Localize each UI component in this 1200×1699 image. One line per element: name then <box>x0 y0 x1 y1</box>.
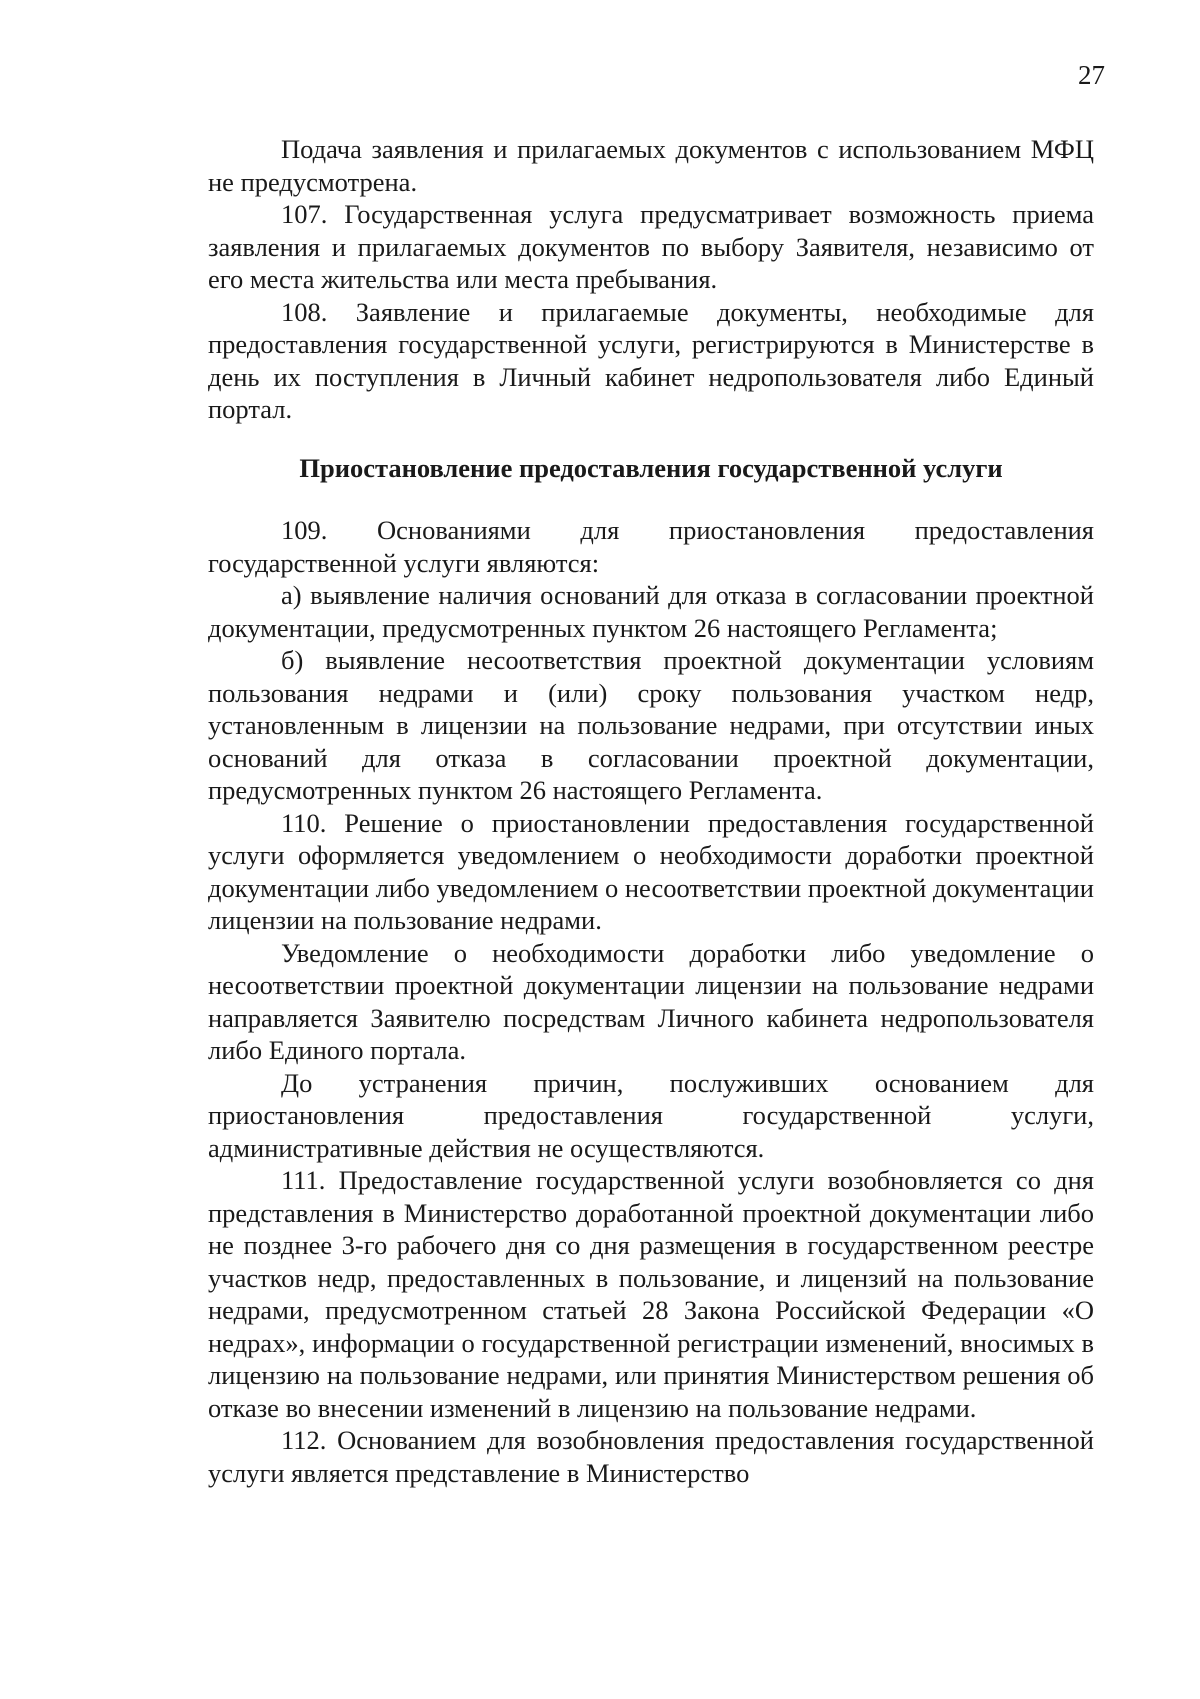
paragraph: 107. Государственная услуга предусматривает возможность приема заявления и прилагаемых документов по выбору Заявителя, независимо от его места жительства или места пребывания. <box>208 199 1094 294</box>
paragraph: До устранения причин, послуживших основанием для приостановления предоставления государственной услуги, административные действия не осуществляются. <box>208 1067 1094 1163</box>
document-body <box>208 133 1094 1489</box>
paragraph: 108. Заявление и прилагаемые документы, необходимые для предоставления государственной услуги, регистрируются в Министерстве в день их поступления в Личный кабинет недропользователя либо Единый портал. <box>208 296 1094 424</box>
paragraph: 112. Основанием для возобновления предоставления государственной услуги является представление в Министерство <box>208 1425 1094 1488</box>
page-number: 27 <box>1078 60 1105 90</box>
paragraph: Подача заявления и прилагаемых документов с использованием МФЦ не предусмотрена. <box>208 134 1094 197</box>
section-heading: Приостановление предоставления государственной услуги <box>299 452 1003 483</box>
paragraph: Уведомление о необходимости доработки либо уведомление о несоответствии проектной документации лицензии на пользование недрами направляется Заявителю посредствам Личного кабинета недропользователя либо Единого портала. <box>208 937 1094 1065</box>
paragraph: 111. Предоставление государственной услуги возобновляется со дня представления в Министерство доработанной проектной документации либо не позднее 3-го рабочего дня со дня размещения в государственном реестре участков недр, предоставленных в пользование, и лицензий на пользование недрами, предусмотренном статьей 28 Закона Российской Федерации «О недрах», информации о государственной регистрации изменений, вносимых в лицензию на пользование недрами, или принятия Министерством решения об отказе во внесении изменений в лицензию на пользование недрами. <box>208 1165 1094 1423</box>
paragraph: 109. Основаниями для приостановления предоставления государственной услуги являются: <box>208 515 1094 578</box>
paragraph: б) выявление несоответствия проектной документации условиям пользования недрами и (или) сроку пользования участком недр, установленным в лицензии на пользование недрами, при отсутствии иных оснований для отказа в согласовании проектной документации, предусмотренных пунктом 26 настоящего Регламента. <box>208 645 1094 805</box>
paragraph: 110. Решение о приостановлении предоставления государственной услуги оформляется уведомлением о необходимости доработки проектной документации либо уведомлением о несоответствии проектной документации лицензии на пользование недрами. <box>208 807 1094 935</box>
paragraph: а) выявление наличия оснований для отказа в согласовании проектной документации, предусмотренных пунктом 26 настоящего Регламента; <box>208 580 1094 643</box>
